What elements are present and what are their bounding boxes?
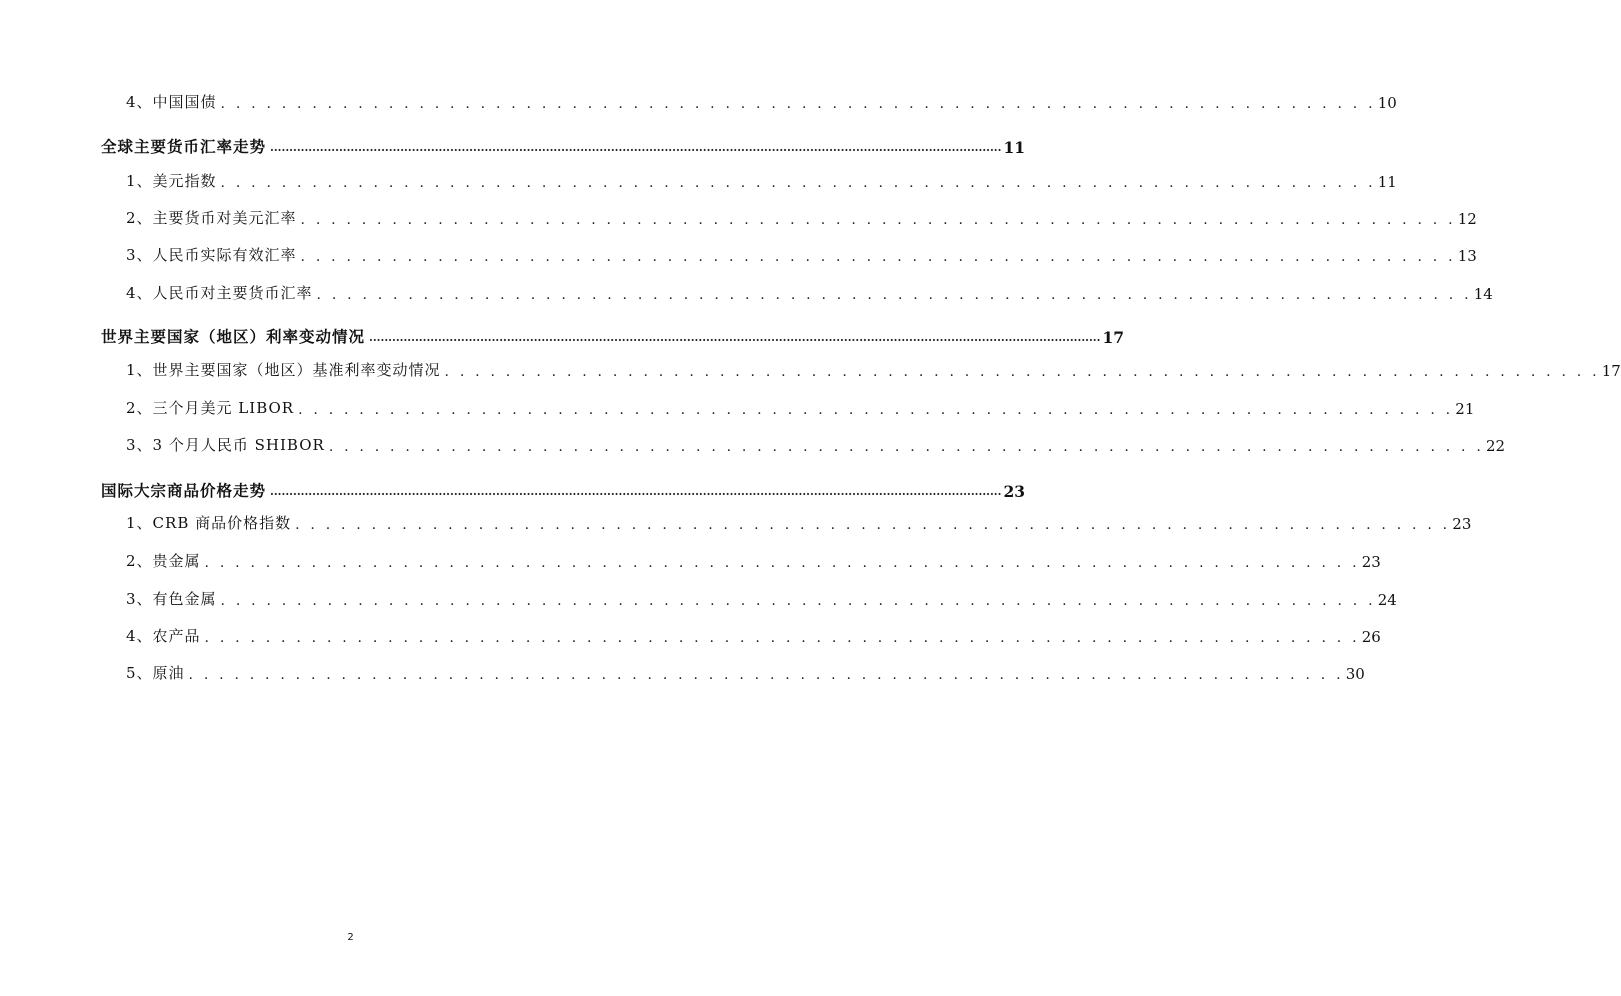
toc-entry-page: 12 xyxy=(1457,210,1477,228)
toc-entry-precious-metals[interactable] xyxy=(126,549,1381,571)
toc-entry-agricultural[interactable] xyxy=(126,624,1381,646)
toc-entry-label: 3、有色金属 xyxy=(126,590,217,608)
dot-leader: ............................................................................................................................................................................................... xyxy=(270,485,1002,498)
toc-entry-page: 23 xyxy=(1452,515,1472,533)
toc-entry-label: 2、三个月美元 LIBOR xyxy=(126,399,295,417)
toc-entry-china-treasury[interactable] xyxy=(126,90,1397,112)
toc-entry-crude-oil[interactable] xyxy=(126,661,1365,683)
page-number: 2 xyxy=(347,932,354,943)
toc-section-label: 全球主要货币汇率走势 xyxy=(101,137,267,156)
toc-entry-page: 22 xyxy=(1486,437,1506,455)
toc-entry-rmb-shibor[interactable] xyxy=(126,433,1506,455)
toc-entry-crb-index[interactable] xyxy=(126,511,1472,533)
toc-entry-label: 2、贵金属 xyxy=(126,552,201,570)
toc-entry-label: 3、人民币实际有效汇率 xyxy=(126,246,297,264)
toc-entry-page: 17 xyxy=(1601,362,1621,380)
dot-leader: . . . . . . . . . . . . . . . . . . . . . . . . . . . . . . . . . . . . . . . . . . . . . . . . . . . . . . . . . . . . . . . . . . . . . . . . . . . . xyxy=(204,555,1360,571)
toc-section-commodities[interactable] xyxy=(101,479,1026,501)
toc-entry-page: 10 xyxy=(1377,94,1397,112)
toc-entry-label: 4、中国国债 xyxy=(126,93,217,111)
dot-leader: ............................................................................................................................................................................................... xyxy=(369,331,1101,344)
dot-leader: . . . . . . . . . . . . . . . . . . . . . . . . . . . . . . . . . . . . . . . . . . . . . . . . . . . . . . . . . . . . . . . . . . . . . . . . . . . . xyxy=(328,439,1484,455)
dot-leader: . . . . . . . . . . . . . . . . . . . . . . . . . . . . . . . . . . . . . . . . . . . . . . . . . . . . . . . . . . . . . . . . . . . . . . . . . . . . xyxy=(300,212,1456,228)
toc-section-page: 23 xyxy=(1003,482,1026,501)
dot-leader: . . . . . . . . . . . . . . . . . . . . . . . . . . . . . . . . . . . . . . . . . . . . . . . . . . . . . . . . . . . . . . . . . . . . . . . . . . . . xyxy=(188,667,1344,683)
toc-entry-page: 24 xyxy=(1377,591,1397,609)
toc-entry-page: 14 xyxy=(1473,285,1493,303)
dot-leader: . . . . . . . . . . . . . . . . . . . . . . . . . . . . . . . . . . . . . . . . . . . . . . . . . . . . . . . . . . . . . . . . . . . . . . . . . . . . xyxy=(220,593,1376,609)
toc-entry-usd-libor[interactable] xyxy=(126,396,1475,418)
toc-section-interest-rates[interactable] xyxy=(101,325,1125,347)
toc-entry-nonferrous-metals[interactable] xyxy=(126,587,1397,609)
toc-entry-label: 5、原油 xyxy=(126,664,185,682)
toc-entry-rmb-reer[interactable] xyxy=(126,243,1477,265)
dot-leader: . . . . . . . . . . . . . . . . . . . . . . . . . . . . . . . . . . . . . . . . . . . . . . . . . . . . . . . . . . . . . . . . . . . . . . . . . . . . xyxy=(300,249,1456,265)
dot-leader: ............................................................................................................................................................................................... xyxy=(270,141,1002,154)
toc-section-page: 17 xyxy=(1102,328,1125,347)
toc-entry-page: 23 xyxy=(1361,553,1381,571)
dot-leader: . . . . . . . . . . . . . . . . . . . . . . . . . . . . . . . . . . . . . . . . . . . . . . . . . . . . . . . . . . . . . . . . . . . . . . . . . . . . xyxy=(220,175,1376,191)
dot-leader: . . . . . . . . . . . . . . . . . . . . . . . . . . . . . . . . . . . . . . . . . . . . . . . . . . . . . . . . . . . . . . . . . . . . . . . . . . . . xyxy=(444,364,1600,380)
toc-entry-page: 30 xyxy=(1345,665,1365,683)
toc-entry-label: 2、主要货币对美元汇率 xyxy=(126,209,297,227)
toc-entry-label: 1、美元指数 xyxy=(126,172,217,190)
toc-entry-label: 4、人民币对主要货币汇率 xyxy=(126,284,313,302)
toc-entry-dollar-index[interactable] xyxy=(126,169,1397,191)
dot-leader: . . . . . . . . . . . . . . . . . . . . . . . . . . . . . . . . . . . . . . . . . . . . . . . . . . . . . . . . . . . . . . . . . . . . . . . . . . . . xyxy=(204,630,1360,646)
toc-entry-page: 26 xyxy=(1361,628,1381,646)
toc-entry-benchmark-rates[interactable] xyxy=(126,358,1621,380)
toc-section-label: 国际大宗商品价格走势 xyxy=(101,481,267,500)
toc-entry-label: 3、3 个月人民币 SHIBOR xyxy=(126,436,325,454)
toc-entry-label: 1、世界主要国家（地区）基准利率变动情况 xyxy=(126,361,441,379)
dot-leader: . . . . . . . . . . . . . . . . . . . . . . . . . . . . . . . . . . . . . . . . . . . . . . . . . . . . . . . . . . . . . . . . . . . . . . . . . . . . xyxy=(295,517,1451,533)
toc-section-page: 11 xyxy=(1003,138,1026,157)
toc-entry-page: 11 xyxy=(1377,173,1397,191)
toc-entry-page: 13 xyxy=(1457,247,1477,265)
toc-entry-label: 1、CRB 商品价格指数 xyxy=(126,514,292,532)
dot-leader: . . . . . . . . . . . . . . . . . . . . . . . . . . . . . . . . . . . . . . . . . . . . . . . . . . . . . . . . . . . . . . . . . . . . . . . . . . . . xyxy=(220,96,1376,112)
dot-leader: . . . . . . . . . . . . . . . . . . . . . . . . . . . . . . . . . . . . . . . . . . . . . . . . . . . . . . . . . . . . . . . . . . . . . . . . . . . . xyxy=(298,402,1454,418)
toc-section-exchange-rates[interactable] xyxy=(101,135,1026,157)
toc-entry-page: 21 xyxy=(1455,400,1475,418)
toc-entry-label: 4、农产品 xyxy=(126,627,201,645)
toc-entry-rmb-vs-major[interactable] xyxy=(126,281,1493,303)
toc-section-label: 世界主要国家（地区）利率变动情况 xyxy=(101,327,366,346)
dot-leader: . . . . . . . . . . . . . . . . . . . . . . . . . . . . . . . . . . . . . . . . . . . . . . . . . . . . . . . . . . . . . . . . . . . . . . . . . . . . xyxy=(316,287,1472,303)
toc-entry-major-vs-usd[interactable] xyxy=(126,206,1477,228)
